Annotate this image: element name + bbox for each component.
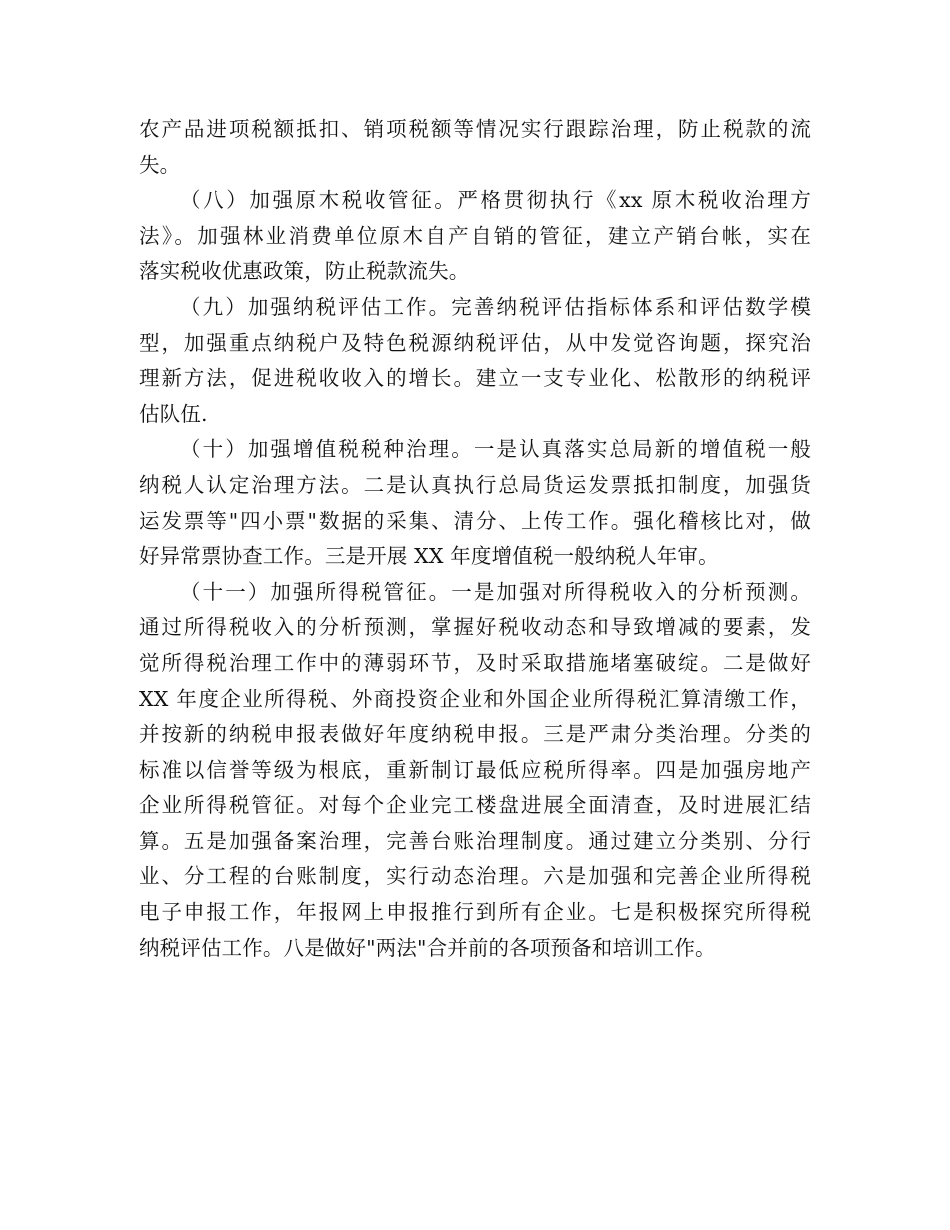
paragraph-first-line: （十）加强增值税税种治理。一是认真落实总局新的增值税一般 — [180, 437, 811, 462]
text-line: 运发票等"四小票"数据的采集、清分、上传工作。强化稽核比对，做 — [139, 508, 811, 533]
text-line: 型，加强重点纳税户及特色税源纳税评估，从中发觉咨询题，探究治 — [139, 330, 811, 355]
document-body — [139, 112, 811, 966]
paragraph-first-line: （九）加强纳税评估工作。完善纳税评估指标体系和评估数学模 — [180, 294, 811, 319]
text-line: 纳税评估工作。八是做好"两法"合并前的各项预备和培训工作。 — [139, 935, 716, 960]
text-line: 失。 — [139, 152, 181, 177]
text-line: 通过所得税收入的分析预测，掌握好税收动态和导致增减的要素，发 — [139, 615, 811, 640]
text-line: 落实税收优惠政策，防止税款流失。 — [139, 259, 470, 284]
text-line: 企业所得税管征。对每个企业完工楼盘进展全面清查，及时进展汇结 — [139, 793, 811, 818]
text-line: 法》。加强林业消费单位原木自产自销的管征，建立产销台帐，实在 — [139, 223, 811, 248]
text-line: XX 年度企业所得税、外商投资企业和外国企业所得税汇算清缴工作， — [139, 686, 811, 711]
paragraph-first-line: （八）加强原木税收管征。严格贯彻执行《xx 原木税收治理方 — [180, 188, 811, 213]
text-line: 好异常票协查工作。三是开展 XX 年度增值税一般纳税人年审。 — [139, 544, 719, 569]
text-line: 电子申报工作，年报网上申报推行到所有企业。七是积极探究所得税 — [139, 900, 811, 925]
text-line: 估队伍. — [139, 401, 208, 426]
text-line: 并按新的纳税申报表做好年度纳税申报。三是严肃分类治理。分类的 — [139, 722, 811, 747]
text-line: 农产品进项税额抵扣、销项税额等情况实行跟踪治理，防止税款的流 — [139, 117, 811, 141]
text-line: 算。五是加强备案治理，完善台账治理制度。通过建立分类别、分行 — [139, 828, 811, 853]
text-line: 觉所得税治理工作中的薄弱环节，及时采取措施堵塞破绽。二是做好 — [139, 650, 811, 675]
text-line: 纳税人认定治理方法。二是认真执行总局货运发票抵扣制度，加强货 — [139, 472, 811, 497]
text-line: 业、分工程的台账制度，实行动态治理。六是加强和完善企业所得税 — [139, 864, 811, 889]
text-line: 理新方法，促进税收收入的增长。建立一支专业化、松散形的纳税评 — [139, 366, 811, 391]
text-line: 标准以信誉等级为根底，重新制订最低应税所得率。四是加强房地产 — [139, 757, 811, 782]
paragraph-first-line: （十一）加强所得税管征。一是加强对所得税收入的分析预测。 — [180, 579, 811, 604]
